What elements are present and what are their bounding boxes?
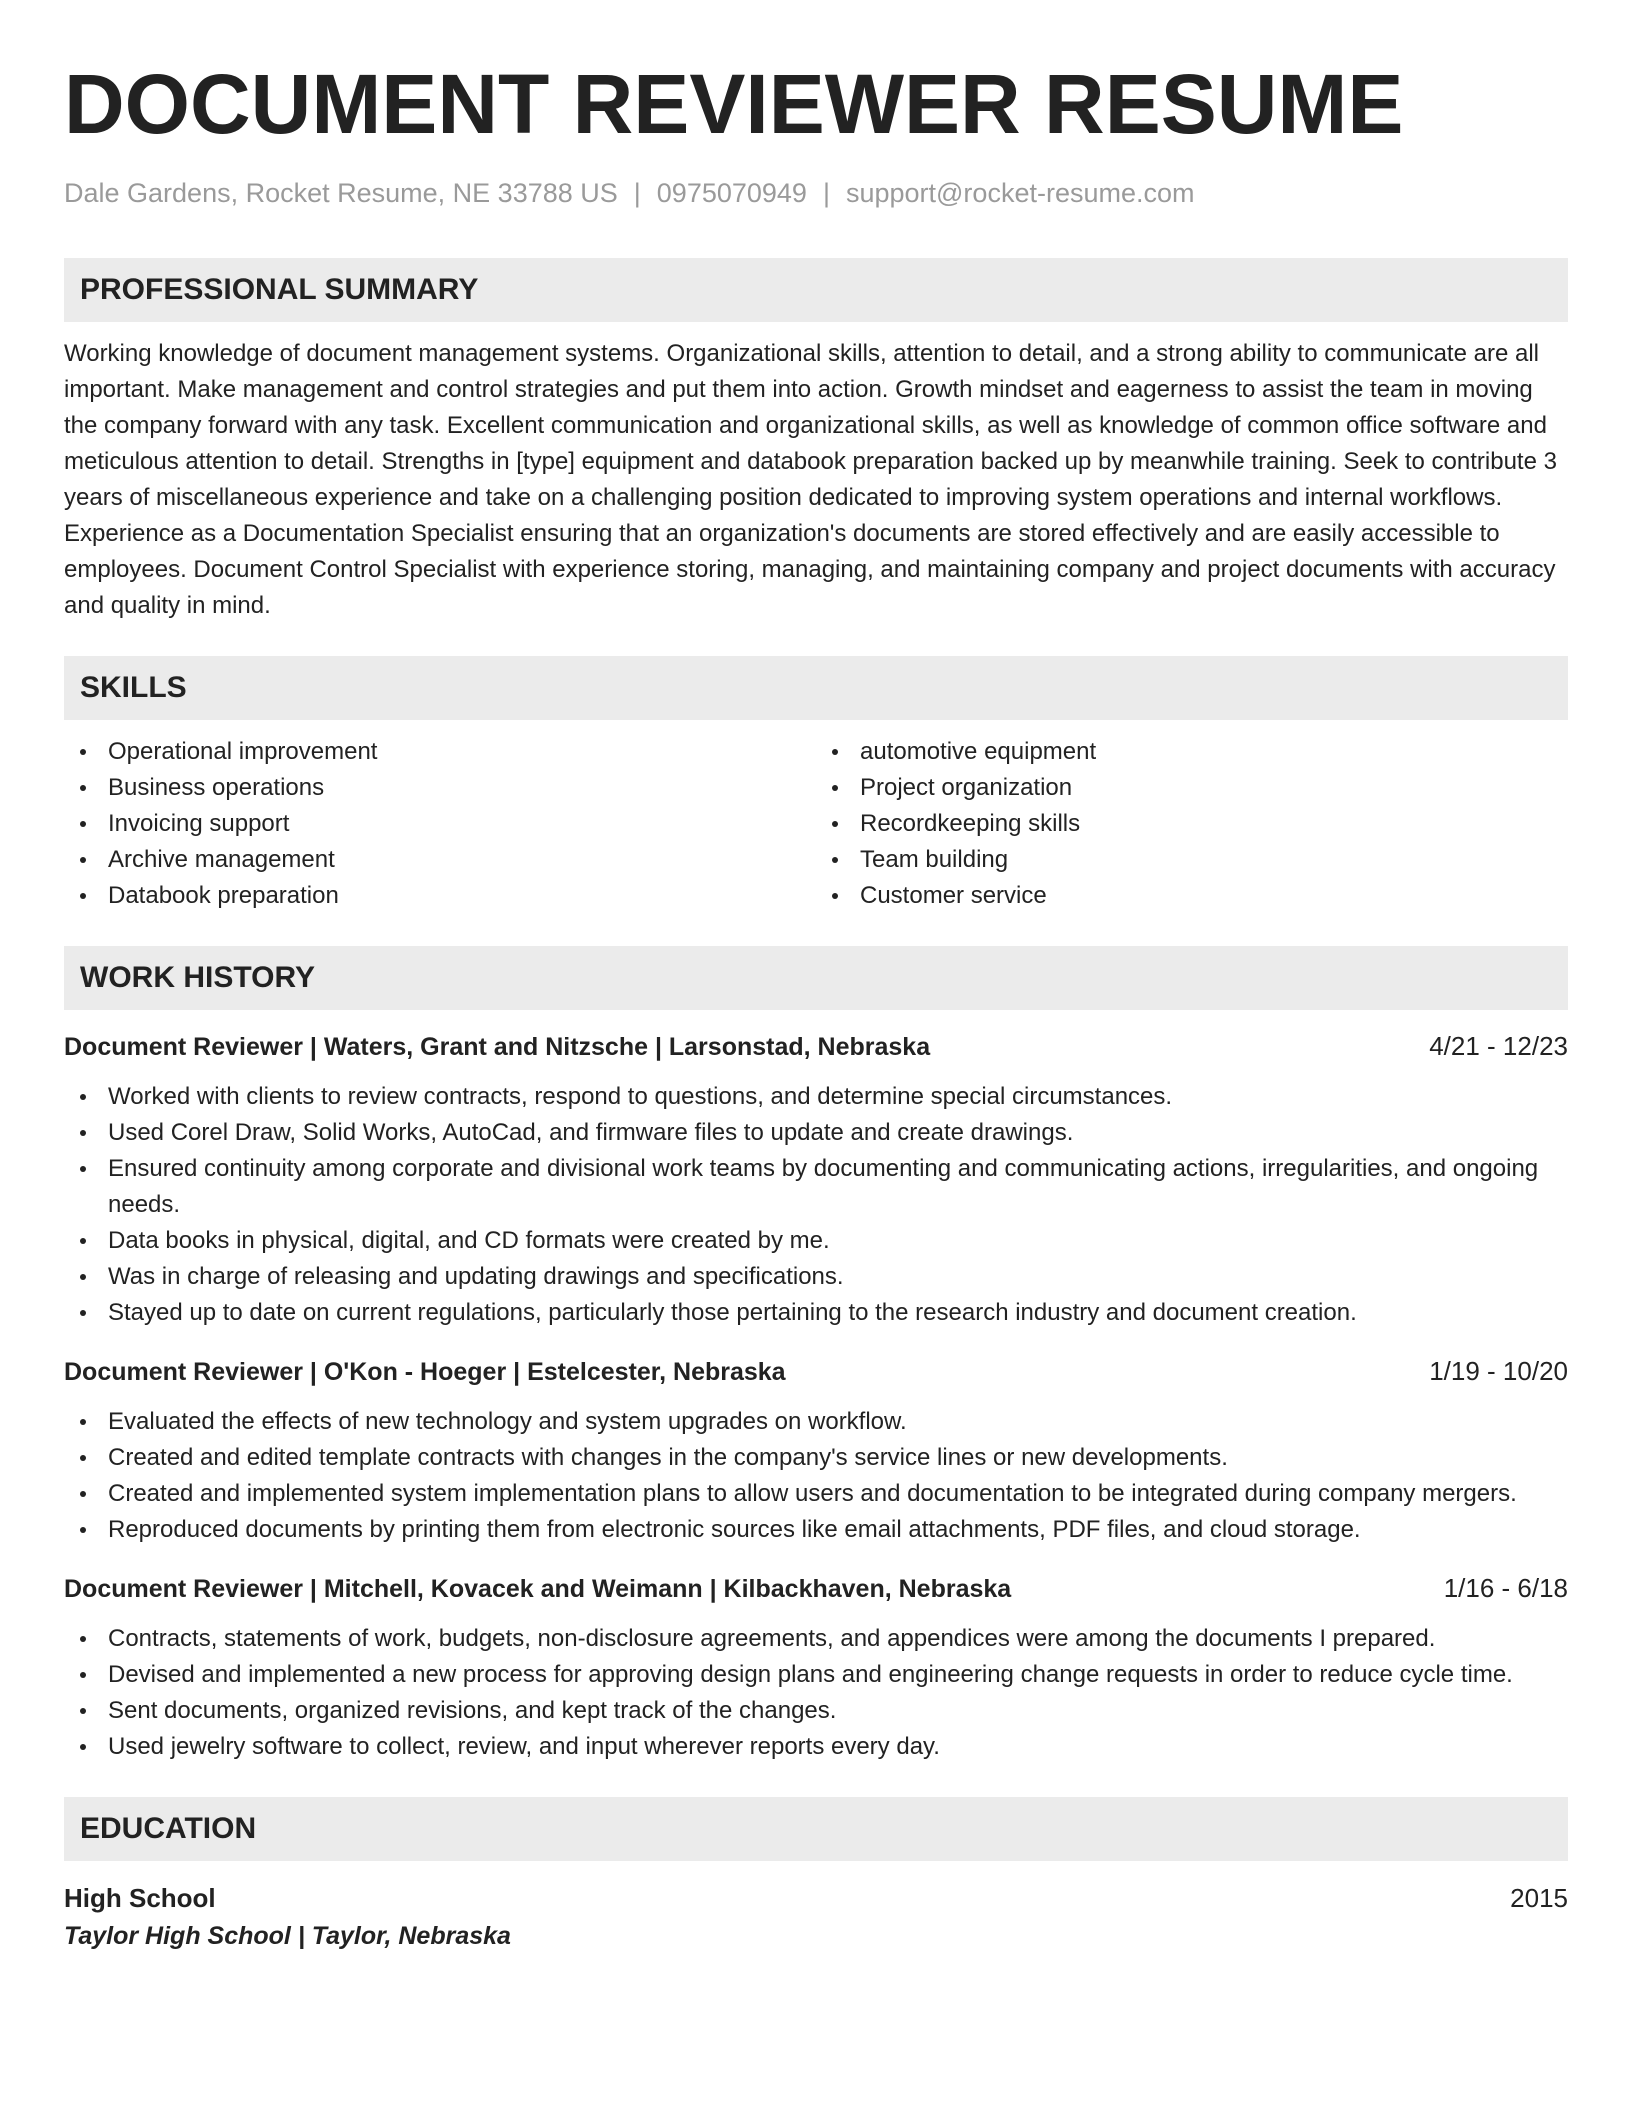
job-bullet: Sent documents, organized revisions, and kept track of the changes. (64, 1693, 1568, 1729)
contact-address: Dale Gardens, Rocket Resume, NE 33788 US (64, 178, 618, 208)
job-title: Document Reviewer | Waters, Grant and Nitzsche | Larsonstad, Nebraska (64, 1033, 931, 1061)
section-heading-education: EDUCATION (64, 1797, 1568, 1861)
job-title: Document Reviewer | O'Kon - Hoeger | Estelcester, Nebraska (64, 1358, 786, 1386)
contact-separator: | (633, 178, 641, 208)
job-title: Document Reviewer | Mitchell, Kovacek and Weimann | Kilbackhaven, Nebraska (64, 1575, 1012, 1603)
education-school: Taylor High School | Taylor, Nebraska (64, 1922, 511, 1950)
skill-item: Invoicing support (64, 806, 816, 842)
job-header (64, 1353, 1568, 1390)
job-bullet: Ensured continuity among corporate and divisional work teams by documenting and communicating actions, irregularities, and ongoing needs. (64, 1151, 1568, 1223)
job-entry (64, 1570, 1568, 1765)
skill-item: Business operations (64, 770, 816, 806)
skill-item: Customer service (816, 878, 1568, 914)
skill-item: Operational improvement (64, 734, 816, 770)
job-entry (64, 1353, 1568, 1548)
skill-item: Archive management (64, 842, 816, 878)
skills-column-right (816, 734, 1568, 914)
job-bullet: Reproduced documents by printing them from electronic sources like email attachments, PDF files, and cloud storage. (64, 1512, 1568, 1548)
contact-separator: | (822, 178, 830, 208)
section-heading-work-history: WORK HISTORY (64, 946, 1568, 1010)
job-bullets (64, 1079, 1568, 1331)
job-bullets (64, 1404, 1568, 1548)
skill-item: automotive equipment (816, 734, 1568, 770)
contact-phone: 0975070949 (656, 178, 807, 208)
job-bullet: Data books in physical, digital, and CD formats were created by me. (64, 1223, 1568, 1259)
skill-item: Databook preparation (64, 878, 816, 914)
skill-item: Project organization (816, 770, 1568, 806)
job-bullet: Devised and implemented a new process for approving design plans and engineering change requests in order to reduce cycle time. (64, 1657, 1568, 1693)
skills-grid (64, 734, 1568, 914)
job-bullets (64, 1621, 1568, 1765)
job-bullet: Used jewelry software to collect, review, and input wherever reports every day. (64, 1729, 1568, 1765)
job-bullet: Worked with clients to review contracts, respond to questions, and determine special circumstances. (64, 1079, 1568, 1115)
job-bullet: Stayed up to date on current regulations, particularly those pertaining to the research industry and document creation. (64, 1295, 1568, 1331)
job-header (64, 1028, 1568, 1065)
job-bullet: Was in charge of releasing and updating drawings and specifications. (64, 1259, 1568, 1295)
resume-title: DOCUMENT REVIEWER RESUME (64, 57, 1404, 151)
contact-email: support@rocket-resume.com (845, 178, 1195, 208)
skills-column-left (64, 734, 816, 914)
education-header (64, 1879, 1568, 1917)
job-dates: 1/19 - 10/20 (1429, 1356, 1568, 1386)
job-dates: 4/21 - 12/23 (1429, 1031, 1568, 1061)
section-heading-summary: PROFESSIONAL SUMMARY (64, 258, 1568, 322)
section-heading-skills: SKILLS (64, 656, 1568, 720)
summary-text: Working knowledge of document management systems. Organizational skills, attention to detail, and a strong ability to communicate are all important. Make management and control strategies and put them into action. Growth mindset and eagerness to assist the team in moving the company forward with any task. Excellent communication and organizational skills, as well as knowledge of common office software and meticulous attention to detail. Strengths in [type] equipment and databook preparation backed up by meanwhile training. Seek to contribute 3 years of miscellaneous experience and take on a challenging position dedicated to improving system operations and internal workflows. Experience as a Documentation Specialist ensuring that an organization's documents are stored effectively and are easily accessible to employees. Document Control Specialist with experience storing, managing, and maintaining company and project documents with accuracy and quality in mind. (64, 340, 1557, 619)
skill-item: Team building (816, 842, 1568, 878)
job-header (64, 1570, 1568, 1607)
job-entry (64, 1028, 1568, 1331)
education-year: 2015 (1510, 1883, 1568, 1913)
job-bullet: Created and edited template contracts with changes in the company's service lines or new developments. (64, 1440, 1568, 1476)
job-bullet: Evaluated the effects of new technology and system upgrades on workflow. (64, 1404, 1568, 1440)
job-bullet: Created and implemented system implementation plans to allow users and documentation to be integrated during company mergers. (64, 1476, 1568, 1512)
job-bullet: Contracts, statements of work, budgets, non-disclosure agreements, and appendices were among the documents I prepared. (64, 1621, 1568, 1657)
contact-line (64, 176, 1568, 210)
job-bullet: Used Corel Draw, Solid Works, AutoCad, and firmware files to update and create drawings. (64, 1115, 1568, 1151)
job-dates: 1/16 - 6/18 (1443, 1573, 1568, 1603)
skill-item: Recordkeeping skills (816, 806, 1568, 842)
education-degree: High School (64, 1883, 216, 1913)
